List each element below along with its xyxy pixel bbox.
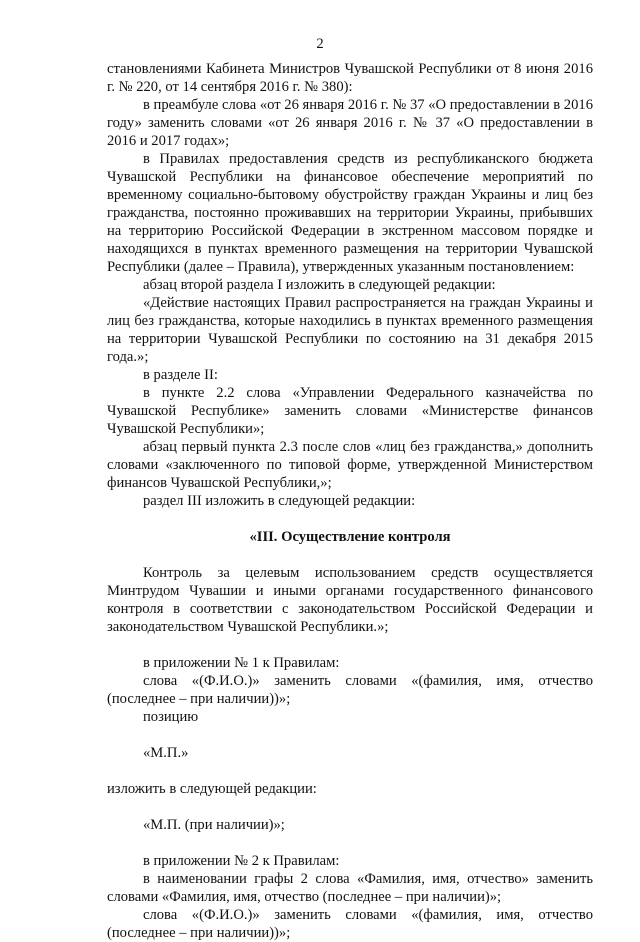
paragraph: раздел III изложить в следующей редакции: [143,493,416,509]
spacer [107,834,593,852]
paragraph: в Правилах предоставления средств из республиканского бюджета Чувашской Республики на финансовое обеспечение мероприятий по временному социально-бытовому обустройству граждан Украины и лиц без гражданства, постоянно проживавших на территории Украины, прибывших на территорию Российской Федерации в экстренном массовом порядке и находящихся в пунктах временного размещения на территории Чувашской Республики (далее – Правила), утвержденных указанным постановлением: [107,151,593,275]
paragraph: позицию [143,709,199,725]
document-body [107,60,593,942]
paragraph: в наименовании графы 2 слова «Фамилия, имя, отчество» заменить словами «Фамилия, имя, отчество (последнее – при наличии)»; [107,871,593,905]
paragraph: в преамбуле слова «от 26 января 2016 г. № 37 «О предоставлении в 2016 году» заменить словами «от 26 января 2016 г. № 37 «О предоставлении в 2016 и 2017 годах»; [107,97,593,149]
paragraph: в пункте 2.2 слова «Управлении Федерального казначейства по Чувашской Республике» заменить словами «Министерстве финансов Чувашской Республики»; [107,385,593,437]
paragraph: «М.П. (при наличии)»; [143,817,285,833]
section-heading: «III. Осуществление контроля [249,529,451,545]
paragraph: абзац первый пункта 2.3 после слов «лиц без гражданства,» дополнить словами «заключенного по типовой форме, утвержденной Министерством финансов Чувашской Республики,»; [107,439,593,491]
spacer [107,726,593,744]
paragraph: изложить в следующей редакции: [107,781,317,797]
page-number: 2 [316,36,324,52]
paragraph: «М.П.» [143,745,189,761]
paragraph: в приложении № 1 к Правилам: [143,655,340,671]
paragraph: «Действие настоящих Правил распространяется на граждан Украины и лиц без гражданства, которые находились в пунктах временного размещения на территории Чувашской Республики по состоянию на 31 декабря 2015 года.»; [107,295,593,365]
paragraph: в приложении № 2 к Правилам: [143,853,340,869]
paragraph: слова «(Ф.И.О.)» заменить словами «(фамилия, имя, отчество (последнее – при наличии))»; [107,907,593,941]
spacer [107,798,593,816]
paragraph: абзац второй раздела I изложить в следующей редакции: [143,277,496,293]
paragraph: Контроль за целевым использованием средств осуществляется Минтрудом Чувашии и иными органами государственного финансового контроля в соответствии с законодательством Российской Федерации и законодательством Чувашской Республики.»; [107,565,593,635]
paragraph: в разделе II: [143,367,218,383]
paragraph: становлениями Кабинета Министров Чувашской Республики от 8 июня 2016 г. № 220, от 14 сентября 2016 г. № 380): [107,61,593,95]
paragraph: слова «(Ф.И.О.)» заменить словами «(фамилия, имя, отчество (последнее – при наличии))»; [107,673,593,707]
spacer [107,762,593,780]
spacer [107,636,593,654]
